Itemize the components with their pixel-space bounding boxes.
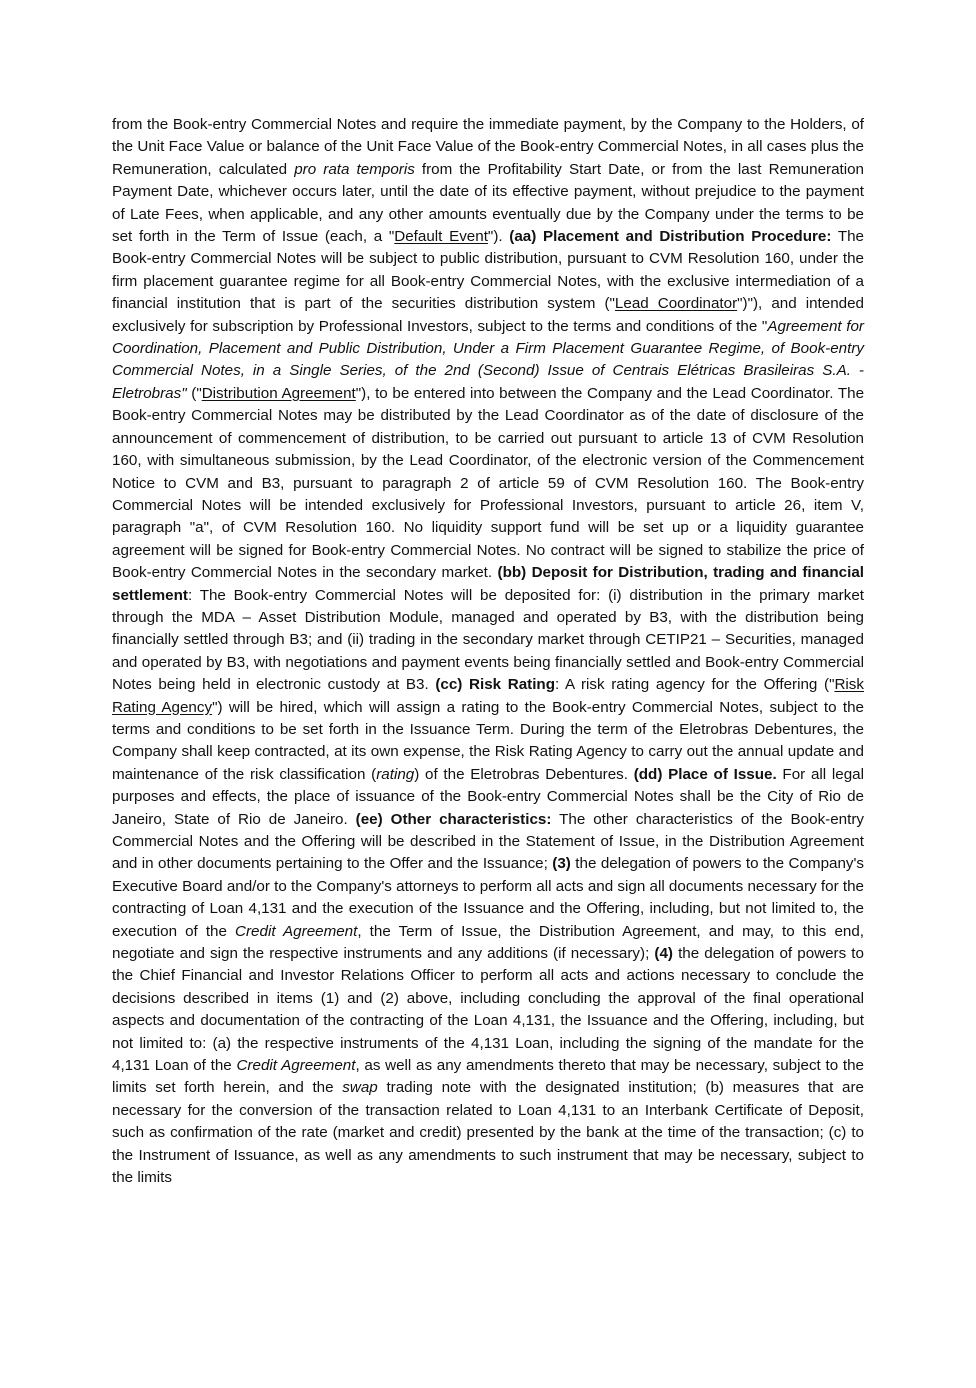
defined-term-default-event: Default Event bbox=[394, 228, 488, 246]
text-run: the delegation of powers to the Company's Executive Board and/or to the Company's attorneys to perform all acts and sign all documents necessary for the contracting of Loan 4,131 and the execution of the Issuance and the Offering, including, but not limited to, the execution of the bbox=[112, 855, 864, 940]
body-paragraph bbox=[112, 114, 864, 1190]
text-run: : A risk rating agency for the Offering (" bbox=[555, 676, 835, 694]
defined-term-lead-coordinator: Lead Coordinator bbox=[614, 295, 738, 313]
section-heading-aa: (aa) Placement and Distribution Procedure: bbox=[509, 228, 832, 246]
text-run: "), to be entered into between the Company and the Lead Coordinator. The Book-entry Commercial Notes may be distributed by the Lead Coordinator as of the date of disclosure of the announcement of commencement of distribution, to be carried out pursuant to article 13 of CVM Resolution 160, with simultaneous submission, by the Lead Coordinator, of the electronic version of the Commencement Notice to CVM and B3, pursuant to paragraph 2 of article 59 of CVM Resolution 160. The Book-entry Commercial Notes will be intended exclusively for Professional Investors, pursuant to article 26, item V, paragraph "a", of CVM Resolution 160. No liquidity support fund will be set up or a liquidity guarantee agreement will be signed for Book-entry Commercial Notes. No contract will be signed to stabilize the price of Book-entry Commercial Notes in the secondary market. bbox=[112, 384, 865, 582]
defined-term-distribution-agreement: Distribution Agreement bbox=[201, 384, 356, 402]
text-run: the delegation of powers to the Chief Financial and Investor Relations Officer to perform all acts and actions necessary to conclude the decisions described in items (1) and (2) above, including concluding the approval of the final operational aspects and documentation of the contracting of the Loan 4,131, the Issuance and the Offering, including, but not limited to: (a) the respective instruments of the 4,131 Loan, including the signing of the mandate for the 4,131 Loan of the bbox=[112, 945, 864, 1075]
text-run: For all legal purposes and effects, the place of issuance of the Book-entry Commercial Notes shall be the City of Rio de Janeiro, State of Rio de Janeiro. bbox=[112, 765, 864, 828]
section-heading-dd: (dd) Place of Issue. bbox=[633, 765, 777, 783]
text-run: The other characteristics of the Book-entry Commercial Notes and the Offering will be described in the Statement of Issue, in the Distribution Agreement and in other documents pertaining to the Offer and the Issuance; bbox=[112, 810, 864, 873]
text-run: from the Book-entry Commercial Notes and require the immediate payment, by the Company to the Holders, of the Unit Face Value or balance of the Unit Face Value of the Book-entry Commercial Notes, in all cases plus the Remuneration, calculated bbox=[112, 116, 864, 178]
text-run: ") will be hired, which will assign a rating to the Book-entry Commercial Notes, subject to the terms and conditions to be set forth in the Issuance Term. During the term of the Eletrobras Debentures, the Company shall keep contracted, at its own expense, the Risk Rating Agency to carry out the annual update and maintenance of the risk classification ( bbox=[112, 698, 864, 783]
italic-term-credit-agreement: Credit Agreement bbox=[236, 1057, 356, 1075]
defined-term-risk-rating-agency: Risk Rating Agency bbox=[112, 676, 864, 716]
text-run: ")"), and intended exclusively for subscription by Professional Investors, subject to the terms and conditions of the " bbox=[112, 295, 864, 335]
text-run: from the Profitability Start Date, or from the last Remuneration Payment Date, whichever occurs later, until the date of its effective payment, without prejudice to the payment of Late Fees, when applicable, and any other amounts eventually due by the Company under the terms to be set forth in the Term of Issue (each, a " bbox=[112, 160, 865, 246]
text-run: , the Term of Issue, the Distribution Agreement, and may, to this end, negotiate and sign the respective instruments and any additions (if necessary); bbox=[112, 922, 864, 963]
document-page bbox=[112, 114, 864, 1190]
text-run: (" bbox=[186, 384, 202, 402]
italic-term-rating: rating bbox=[376, 765, 415, 783]
italic-agreement-title: Agreement for Coordination, Placement and Public Distribution, Under a Firm Placement Guarantee Regime, of Book-entry Commercial Notes, in a Single Series, of the 2nd (Second) Issue of Centrais Elétricas Brasileiras S.A. - Eletrobras" bbox=[112, 317, 864, 402]
section-heading-ee: (ee) Other characteristics: bbox=[355, 810, 552, 828]
text-run: "). bbox=[487, 228, 510, 246]
text-run: The Book-entry Commercial Notes will be subject to public distribution, pursuant to CVM Resolution 160, under the firm placement guarantee regime for all Book-entry Commercial Notes, with the exclusive intermediation of a financial institution that is part of the securities distribution system (" bbox=[112, 228, 864, 313]
italic-term-credit-agreement: Credit Agreement bbox=[235, 922, 358, 940]
text-run: trading note with the designated institution; (b) measures that are necessary for the conversion of the transaction related to Loan 4,131 to an Interbank Certificate of Deposit, such as confirmation of the rate (market and credit) presented by the bank at the time of the transaction; (c) to the Instrument of Issuance, as well as any amendments to such instrument that may be necessary, subject to the limits bbox=[112, 1079, 864, 1187]
item-number-3: (3) bbox=[552, 855, 571, 873]
section-heading-cc: (cc) Risk Rating bbox=[435, 676, 555, 694]
section-heading-bb: (bb) Deposit for Distribution, trading and financial settlement bbox=[112, 564, 864, 604]
text-run: ) of the Eletrobras Debentures. bbox=[414, 765, 634, 783]
italic-term-swap: swap bbox=[342, 1079, 378, 1097]
italic-term-pro-rata-temporis: pro rata temporis bbox=[294, 160, 415, 178]
text-run: : The Book-entry Commercial Notes will be deposited for: (i) distribution in the primary market through the MDA – Asset Distribution Module, managed and operated by B3, with the distribution being financially settled through B3; and (ii) trading in the secondary market through CETIP21 – Securities, managed and operated by B3, with negotiations and payment events being financially settled and Book-entry Commercial Notes being held in electronic custody at B3. bbox=[112, 586, 864, 694]
item-number-4: (4) bbox=[654, 945, 673, 963]
text-run: , as well as any amendments thereto that may be necessary, subject to the limits set forth herein, and the bbox=[112, 1057, 864, 1097]
